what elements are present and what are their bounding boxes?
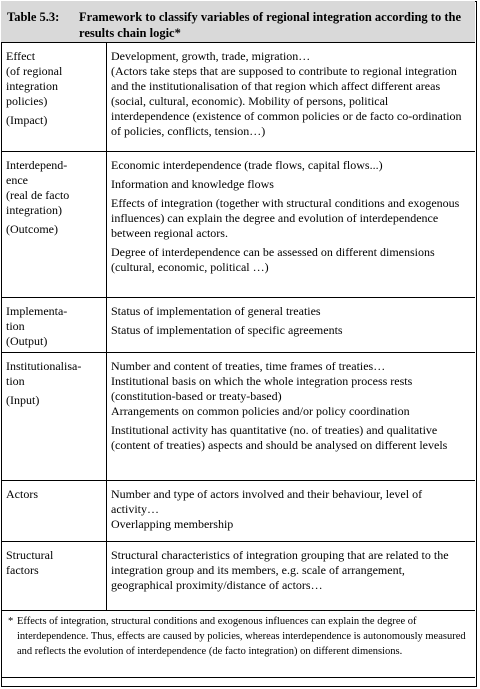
content-line: Development, growth, trade, migration…	[111, 49, 311, 63]
label-line: Institutionalisa-	[6, 359, 82, 373]
row-content	[111, 158, 468, 275]
content-line: Arrangements on common policies and/or policy coordination	[111, 404, 410, 418]
footnote-bottom-rule	[1, 677, 475, 678]
content-line: Economic interdependence (trade flows, capital flows...)	[111, 158, 383, 172]
content-line: Status of implementation of specific agreements	[111, 323, 343, 337]
column-divider	[106, 43, 107, 152]
table-footnote	[8, 614, 470, 659]
label-line: integration)	[6, 203, 62, 217]
label-line: Implementa-	[6, 304, 68, 318]
table-row	[1, 42, 475, 152]
label-line: tion	[6, 374, 25, 388]
column-divider	[106, 481, 107, 542]
table-row	[1, 151, 475, 298]
row-label	[6, 158, 102, 237]
footnote-divider	[1, 610, 475, 611]
label-line: (Impact)	[6, 113, 48, 127]
label-line: (Outcome)	[6, 222, 58, 236]
table-row	[1, 352, 475, 481]
row-content	[111, 548, 468, 593]
content-paragraph: (Actors take steps that are supposed to contribute to regional integration and the institutionalisation of that region which affect different areas (social, cultural, economic). Mobility of persons, political interdependence (existence of common policies or de facto co-ordination of policies, conflicts, tension…)	[111, 64, 462, 138]
label-line: Interdepend-	[6, 158, 68, 172]
content-line: Overlapping membership	[111, 517, 234, 531]
column-divider	[106, 152, 107, 298]
label-line: ence	[6, 173, 28, 187]
row-label	[6, 49, 102, 128]
label-line: (Input)	[6, 393, 40, 407]
content-line: Status of implementation of general treaties	[111, 304, 321, 318]
row-content	[111, 49, 468, 139]
label-line: policies)	[6, 94, 48, 108]
content-paragraph: Effects of integration (together with structural conditions and exogenous influences) can explain the degree and evolution of interdependence between regional actors.	[111, 196, 460, 240]
table-row	[1, 297, 475, 353]
label-line: (real de facto	[6, 188, 70, 202]
content-paragraph: Number and type of actors involved and their behaviour, level of activity…	[111, 487, 423, 516]
column-divider	[106, 542, 107, 611]
label-line: (of regional	[6, 64, 63, 78]
label-line: Actors	[6, 487, 38, 501]
row-content	[111, 304, 468, 338]
row-content	[111, 487, 468, 532]
table-row	[1, 541, 475, 611]
table-number: Table 5.3:	[7, 10, 60, 24]
column-divider	[106, 353, 107, 481]
row-label	[6, 548, 102, 578]
label-line: integration	[6, 79, 58, 93]
label-line: Effect	[6, 49, 36, 63]
footnote-marker: *	[8, 616, 14, 627]
row-label	[6, 359, 102, 408]
content-paragraph: Structural characteristics of integration grouping that are related to the integration group and its members, e.g. scale of arrangement, geographical proximity/distance of actors…	[111, 548, 449, 592]
label-line: factors	[6, 563, 39, 577]
table-header	[1, 1, 475, 42]
content-paragraph: Degree of interdependence can be assessed on different dimensions (cultural, economic, political …)	[111, 245, 435, 274]
row-label	[6, 304, 102, 349]
row-label	[6, 487, 102, 502]
table-row	[1, 480, 475, 542]
label-line: tion	[6, 319, 25, 333]
content-line: Information and knowledge flows	[111, 177, 274, 191]
label-line: (Output)	[6, 334, 48, 348]
content-paragraph: Institutional basis on which the whole integration process rests (constitution-based or treaty-based)	[111, 374, 413, 403]
column-divider	[106, 298, 107, 353]
content-paragraph: Institutional activity has quantitative (no. of treaties) and qualitative (content of treaties) aspects and should be analysed on different levels	[111, 423, 448, 452]
row-content	[111, 359, 468, 453]
footnote-text: Effects of integration, structural conditions and exogenous influences can explain the degree of interdependence. Thus, effects are caused by policies, whereas interdependence is autonomously measured and reflects the evolution of interdependence (de facto integration) on different dimensions.	[17, 616, 466, 657]
table-caption: Framework to classify variables of regional integration according to the results chain logic*	[79, 10, 462, 40]
label-line: Structural	[6, 548, 54, 562]
content-line: Number and content of treaties, time frames of treaties…	[111, 359, 386, 373]
